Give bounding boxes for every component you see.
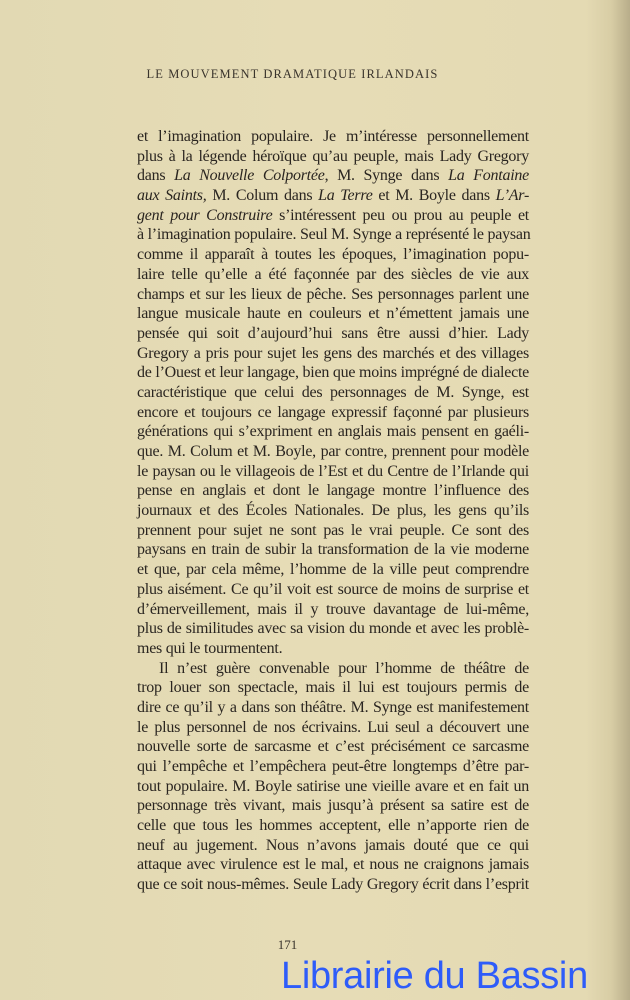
text-segment: le paysan ou le villageois de l’Est et du Centre de l’Irlande qui	[137, 462, 529, 480]
text-segment: et l’imagination populaire. Je m’intéresse personnellement	[137, 128, 529, 145]
text-line	[137, 855, 529, 875]
text-segment: à l’imagination populaire. Seul M. Synge a représenté le paysan	[137, 226, 531, 244]
text-line	[137, 600, 529, 620]
text-line	[137, 698, 529, 718]
italic-title: gent pour Construire	[137, 206, 273, 224]
text-segment: Gregory a pris pour sujet les gens des marchés et des villages	[137, 344, 529, 362]
text-segment: que. M. Colum et M. Boyle, par contre, prennent pour modèle	[137, 443, 529, 460]
text-line	[137, 540, 529, 560]
text-line	[137, 737, 529, 757]
italic-title: L’Ar-	[495, 187, 530, 205]
text-segment: et M. Boyle dans	[372, 187, 496, 205]
text-line	[137, 462, 529, 482]
text-line	[137, 875, 529, 895]
text-line	[137, 186, 529, 206]
text-segment: encore et toujours ce langage expressif façonné par plusieurs	[137, 403, 529, 421]
text-line	[137, 659, 529, 679]
text-segment: plus à la légende héroïque qu’au peuple, mais Lady Gregory	[137, 147, 529, 165]
text-line	[137, 521, 529, 541]
text-line	[137, 619, 529, 639]
text-line	[137, 796, 529, 816]
text-segment: pense en anglais et dont le langage montre l’influence des	[137, 482, 529, 500]
text-segment: laire telle qu’elle a été façonnée par des siècles de vie aux	[137, 265, 529, 283]
text-line	[137, 206, 529, 226]
text-line	[137, 403, 529, 423]
text-line	[137, 816, 529, 836]
text-segment: nouvelle sorte de sarcasme et c’est précisément ce sarcasme	[137, 738, 529, 756]
page-number: 171	[277, 937, 298, 952]
italic-title: La Fontaine	[448, 167, 529, 185]
text-segment: prennent pour sujet ne sont pas le vrai peuple. Ce sont des	[137, 521, 529, 539]
text-segment: journaux et des Écoles Nationales. De plus, les gens qu’ils	[137, 502, 529, 520]
text-segment: qui l’empêche et l’empêchera peut-être longtemps d’être par-	[137, 758, 529, 775]
text-segment: et que, par cela même, l’homme de la ville peut comprendre	[137, 561, 529, 579]
italic-title: aux Saints,	[137, 187, 207, 205]
text-line	[137, 127, 529, 147]
text-segment: paysans en train de subir la transformation de la vie moderne	[137, 541, 529, 559]
text-line	[137, 442, 529, 462]
text-line	[137, 166, 529, 186]
text-segment: trop louer son spectacle, mais il lui est toujours permis de	[137, 679, 529, 697]
text-segment: Il n’est guère convenable pour l’homme de théâtre de	[159, 659, 529, 677]
running-header: LE MOUVEMENT DRAMATIQUE IRLANDAIS	[146, 67, 439, 81]
text-segment: que ce soit nous-mêmes. Seule Lady Gregory écrit dans l’esprit	[137, 876, 529, 894]
text-line	[137, 718, 529, 738]
text-segment: pensée qui soit d’aujourd’hui sans être aussi d’hier. Lady	[137, 324, 529, 342]
text-line	[137, 285, 529, 305]
text-line	[137, 501, 529, 521]
text-line	[137, 225, 529, 245]
text-segment: mes qui le tourmentent.	[137, 639, 283, 657]
text-line	[137, 383, 529, 403]
text-line	[137, 560, 529, 580]
text-line	[137, 304, 529, 324]
text-line	[137, 344, 529, 364]
italic-title: La Terre	[318, 187, 373, 205]
text-line	[137, 777, 529, 797]
text-line	[137, 639, 529, 659]
text-line	[137, 147, 529, 167]
text-segment: générations qui s’expriment en anglais mais pensent en gaéli-	[137, 423, 529, 441]
text-segment: comme il apparaît à toutes les époques, l’imagination popu-	[137, 246, 529, 264]
body-text	[137, 127, 529, 895]
text-line	[137, 678, 529, 698]
text-segment: , M. Synge dans	[324, 167, 449, 185]
text-segment: plus de similitudes avec sa vision du monde et avec les problè-	[137, 620, 529, 638]
text-line	[137, 757, 529, 777]
text-segment: champs et sur les lieux de pêche. Ses personnages parlent une	[137, 285, 529, 303]
text-line	[137, 363, 529, 383]
text-line	[137, 245, 529, 265]
text-line	[137, 324, 529, 344]
text-segment: dans	[137, 167, 175, 185]
text-segment: tout populaire. M. Boyle satirise une vieille avare et en fait un	[137, 777, 529, 795]
text-segment: plus aisément. Ce qu’il voit est source de moins de surprise et	[137, 580, 529, 598]
text-line	[137, 836, 529, 856]
text-line	[137, 580, 529, 600]
text-segment: de l’Ouest et leur langage, bien que moins imprégné de dialecte	[137, 364, 529, 382]
text-segment: attaque avec virulence est le mal, et nous ne craignons jamais	[137, 856, 529, 874]
watermark: Librairie du Bassin	[281, 955, 588, 997]
text-line	[137, 481, 529, 501]
text-segment: le plus personnel de nos écrivains. Lui seul a découvert une	[137, 718, 529, 736]
text-segment: celle que tous les hommes acceptent, elle n’apporte rien de	[137, 817, 529, 835]
text-segment: caractéristique que celui des personnages de M. Synge, est	[137, 383, 529, 401]
text-line	[137, 265, 529, 285]
italic-title: La Nouvelle Colportée	[174, 167, 325, 185]
text-segment: personnage très vivant, mais jusqu’à présent sa satire est de	[137, 797, 529, 815]
text-segment: dire ce qu’il y a dans son théâtre. M. Synge est manifestement	[137, 698, 529, 716]
text-segment: d’émerveillement, mais il y trouve davantage de lui-même,	[137, 600, 529, 618]
text-segment: M. Colum dans	[206, 187, 319, 205]
text-segment: langue musicale haute en couleurs et n’émettent jamais une	[137, 305, 529, 323]
text-segment: neuf au jugement. Nous n’avons jamais douté que ce qui	[137, 836, 529, 854]
text-line	[137, 422, 529, 442]
text-segment: s’intéressent peu ou prou au peuple et	[272, 206, 529, 224]
